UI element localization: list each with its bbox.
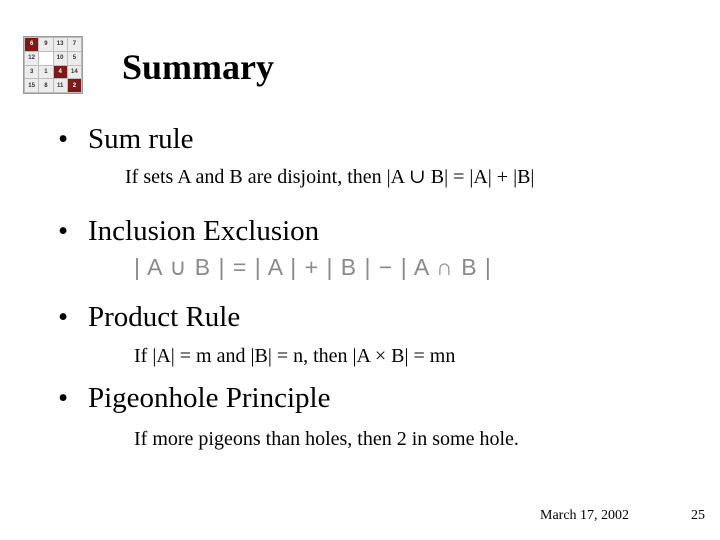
bullet-heading: Sum rule [88, 123, 194, 155]
logo-cell: 13 [54, 38, 67, 51]
product-rule-detail: If |A| = m and |B| = n, then |A × B| = mn [134, 345, 456, 367]
bullet-dot: • [58, 215, 69, 247]
logo-cell: 8 [39, 79, 52, 92]
logo-cell: 7 [68, 38, 81, 51]
slide-title: Summary [122, 47, 274, 87]
logo-cell: 1 [39, 66, 52, 79]
bullet-heading: Pigeonhole Principle [88, 382, 331, 414]
bullet-heading: Inclusion Exclusion [88, 215, 320, 247]
bullet-pigeonhole [58, 383, 330, 415]
footer-date: March 17, 2002 [540, 508, 630, 523]
logo-cell: 5 [68, 52, 81, 65]
logo-cell: 9 [39, 38, 52, 51]
bullet-dot: • [58, 301, 69, 333]
bullet-sum-rule [58, 124, 194, 156]
logo-cell [39, 52, 52, 65]
logo-cell: 4 [54, 66, 67, 79]
logo-cell: 14 [68, 66, 81, 79]
logo-cell: 3 [25, 66, 38, 79]
inclusion-exclusion-formula: | A ∪ B | = | A | + | B | − | A ∩ B | [134, 254, 492, 280]
bullet-dot: • [58, 123, 69, 155]
logo-cell: 2 [68, 79, 81, 92]
slide-number: 25 [691, 508, 705, 523]
pigeonhole-detail: If more pigeons than holes, then 2 in some hole. [134, 428, 519, 450]
sum-rule-detail: If sets A and B are disjoint, then |A ∪ B| = |A| + |B| [125, 166, 535, 188]
logo-cell: 6 [25, 38, 38, 51]
logo-cell: 11 [54, 79, 67, 92]
logo-cell: 10 [54, 52, 67, 65]
bullet-dot: • [58, 382, 69, 414]
logo-cell: 15 [25, 79, 38, 92]
logo [23, 36, 83, 94]
bullet-heading: Product Rule [88, 301, 241, 333]
logo-cell: 12 [25, 52, 38, 65]
bullet-inclusion-exclusion [58, 216, 319, 248]
bullet-product-rule [58, 302, 240, 334]
